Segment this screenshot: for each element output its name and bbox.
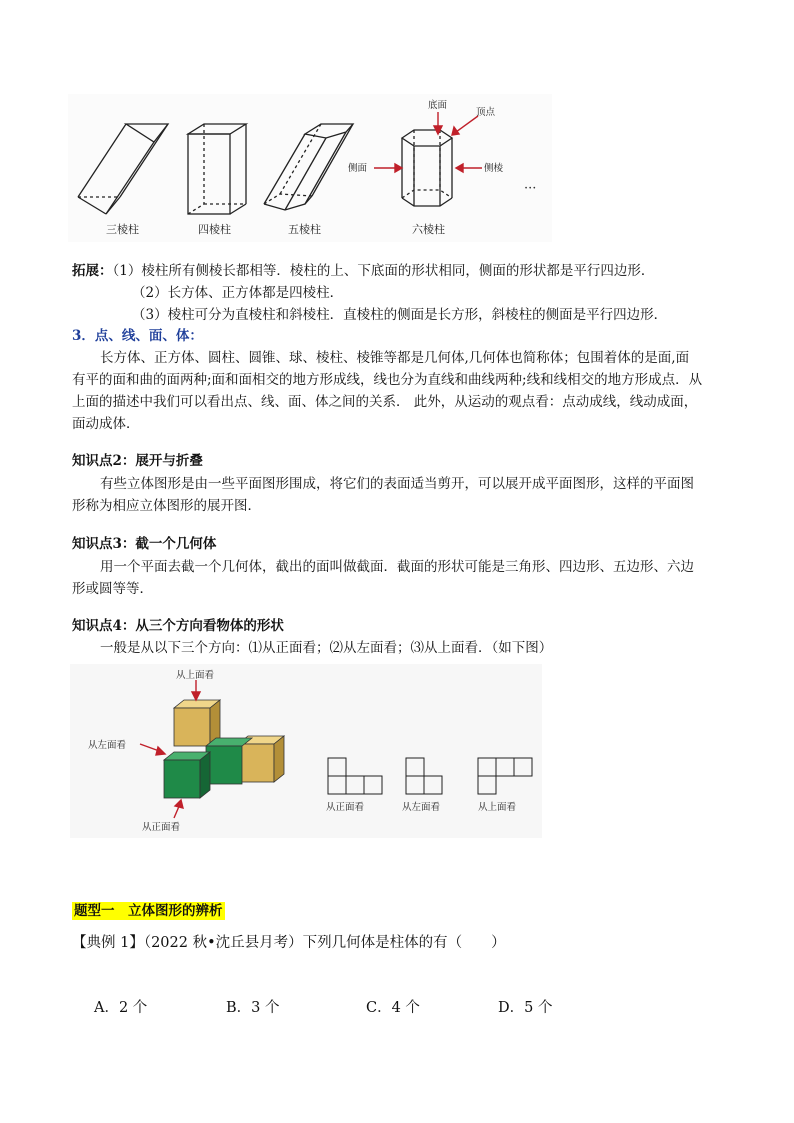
kp3-line-2: 形或圆等等． <box>72 581 153 597</box>
question-type-label: 题型一 立体图形的辨析 <box>74 903 223 919</box>
label-pentagonal-prism: 五棱柱 <box>288 223 321 236</box>
option-c[interactable]: C．4 个 <box>366 1000 420 1016</box>
section3-line-2: 有平的面和曲的面两种;面和面相交的地方形成线，线也分为直线和曲线两种;线和线相交的地方形成点．从 <box>72 372 703 388</box>
kp3-line-1: 用一个平面去截一个几何体，截出的面叫做截面．截面的形状可能是三角形、四边形、五边形、六边 <box>100 559 694 575</box>
example-question: 【典例 1】（2022 秋•沈丘县月考）下列几何体是柱体的有（ ） <box>72 935 506 951</box>
option-d[interactable]: D．5 个 <box>498 1000 553 1016</box>
arrow-label-left: 从左面看 <box>88 740 127 751</box>
ellipsis: ··· <box>524 181 537 196</box>
extension-line-1 <box>72 259 654 283</box>
extension-item-3: （3）棱柱可分为直棱柱和斜棱柱．直棱柱的侧面是长方形，斜棱柱的侧面是平行四边形． <box>132 307 668 323</box>
extension-item-1: （1）棱柱所有侧棱长都相等．棱柱的上、下底面的形状相同，侧面的形状都是平行四边形． <box>112 263 655 279</box>
option-a[interactable]: A．2 个 <box>94 1000 148 1016</box>
three-views-figure <box>70 664 542 838</box>
label-hexagonal-prism: 六棱柱 <box>412 223 445 236</box>
annotation-vertex: 顶点 <box>476 107 496 118</box>
kp3-heading: 知识点3：截一个几何体 <box>72 536 217 552</box>
annotation-base: 底面 <box>428 100 448 111</box>
extension-item-2: （2）长方体、正方体都是四棱柱． <box>132 285 344 301</box>
extension-label: 拓展： <box>72 263 113 279</box>
view-label-front: 从正面看 <box>326 802 365 813</box>
label-square-prism: 四棱柱 <box>198 223 231 236</box>
section3-line-1: 长方体、正方体、圆柱、圆锥、球、棱柱、棱锥等都是几何体,几何体也简称体；包围着体的是面,面 <box>100 350 690 366</box>
view-label-left: 从左面看 <box>402 802 441 813</box>
prism-figure <box>68 94 552 242</box>
question-type-row <box>72 899 225 919</box>
kp2-heading: 知识点2：展开与折叠 <box>72 453 203 469</box>
kp4-line-1: 一般是从以下三个方向：⑴从正面看；⑵从左面看；⑶从上面看．（如下图） <box>100 640 553 656</box>
option-b[interactable]: B．3 个 <box>226 1000 280 1016</box>
kp2-line-1: 有些立体图形是由一些平面图形围成，将它们的表面适当剪开，可以展开成平面图形，这样的平面图 <box>100 476 694 492</box>
label-triangular-prism: 三棱柱 <box>106 223 139 236</box>
kp4-heading: 知识点4：从三个方向看物体的形状 <box>72 618 284 634</box>
arrow-label-top: 从上面看 <box>176 670 215 681</box>
section3-line-4: 面动成体． <box>72 416 140 432</box>
section3-heading: 3．点、线、面、体： <box>72 328 203 344</box>
arrow-label-front: 从正面看 <box>142 822 181 833</box>
annotation-lateral-edge: 侧棱 <box>484 163 504 174</box>
view-label-top: 从上面看 <box>478 802 517 813</box>
kp2-line-2: 形称为相应立体图形的展开图． <box>72 498 261 514</box>
annotation-side-face: 侧面 <box>348 163 368 174</box>
section3-line-3: 上面的描述中我们可以看出点、线、面、体之间的关系． 此外，从运动的观点看：点动成线，线动成面， <box>72 394 698 410</box>
